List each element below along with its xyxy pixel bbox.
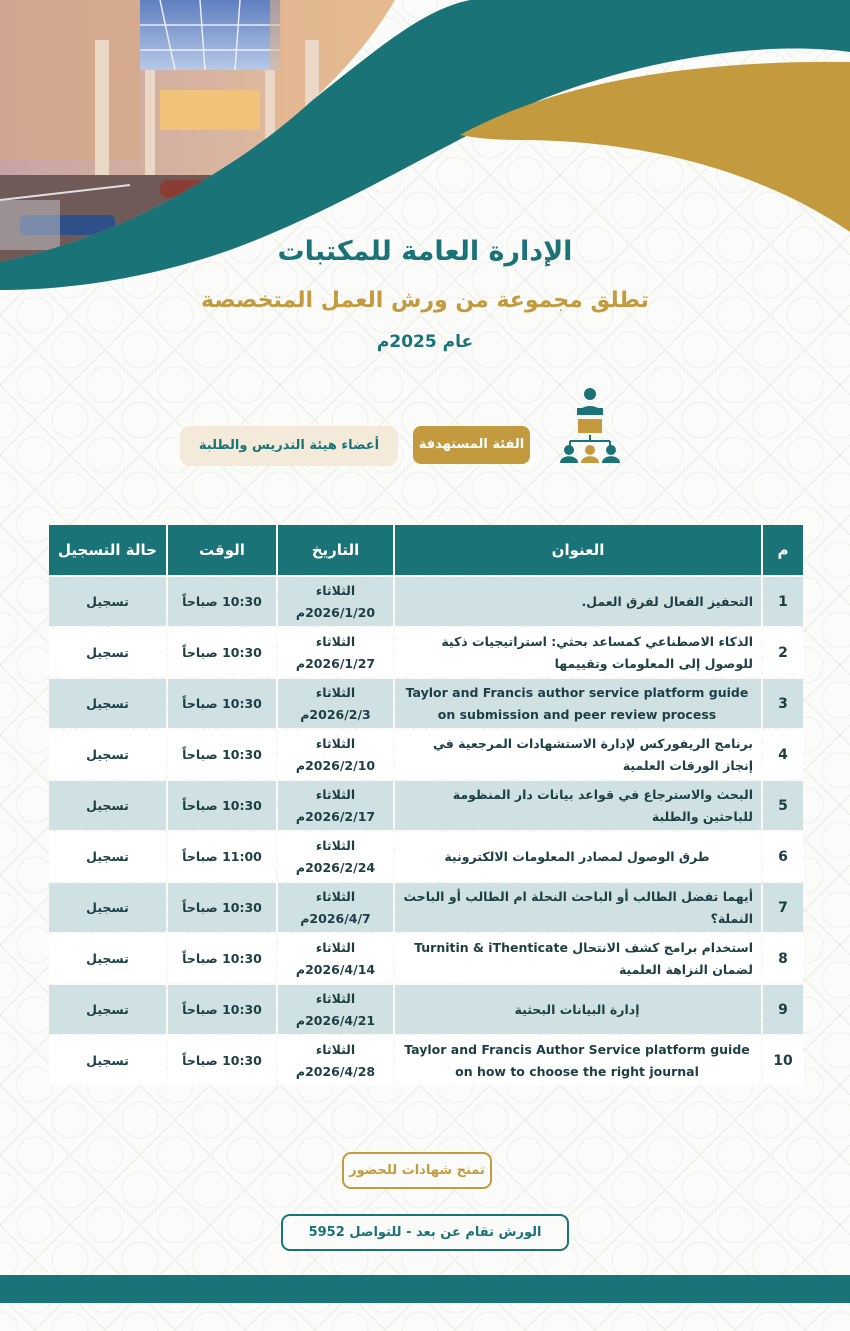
register-link[interactable]: تسجيل [86, 1001, 129, 1017]
workshop-date-value: 2026/4/7م [300, 910, 371, 926]
workshop-day: الثلاثاء [315, 582, 356, 598]
register-link[interactable]: تسجيل [86, 695, 129, 711]
target-audience-value: أعضاء هيئة التدريس والطلبة [180, 426, 398, 466]
workshop-time: 10:30 صباحاً [168, 679, 276, 728]
header-date: التاريخ [278, 525, 393, 575]
workshop-date [278, 781, 393, 830]
workshop-date [278, 934, 393, 983]
organization-title: الإدارة العامة للمكتبات [277, 236, 573, 267]
certificates-note: تمنح شهادات للحضور [342, 1152, 492, 1189]
workshop-title: Taylor and Francis Author Service platform guide on how to choose the right journal [395, 1036, 761, 1085]
workshop-time: 10:30 صباحاً [168, 628, 276, 677]
workshop-time: 10:30 صباحاً [168, 730, 276, 779]
program-subtitle: تطلق مجموعة من ورش العمل المتخصصة [201, 288, 649, 313]
table-row [49, 934, 803, 983]
register-link[interactable]: تسجيل [86, 950, 129, 966]
table-row [49, 832, 803, 881]
workshop-title: طرق الوصول لمصادر المعلومات الالكترونية [395, 832, 761, 881]
registration-cell [49, 730, 166, 779]
workshop-day: الثلاثاء [315, 990, 356, 1006]
workshop-date [278, 832, 393, 881]
row-number: 10 [763, 1036, 803, 1085]
row-number: 8 [763, 934, 803, 983]
row-number: 5 [763, 781, 803, 830]
table-row [49, 985, 803, 1034]
workshop-date [278, 1036, 393, 1085]
workshop-date-value: 2026/2/24م [295, 859, 376, 875]
program-year: عام 2025م [376, 332, 474, 352]
register-link[interactable]: تسجيل [86, 746, 129, 762]
row-number: 9 [763, 985, 803, 1034]
registration-cell [49, 781, 166, 830]
workshop-date [278, 628, 393, 677]
registration-cell [49, 679, 166, 728]
register-link[interactable]: تسجيل [86, 797, 129, 813]
workshop-time: 10:30 صباحاً [168, 781, 276, 830]
table-header-row [49, 525, 803, 575]
workshop-title: برنامج الريفوركس لإدارة الاستشهادات المرجعية في إنجاز الورقات العلمية [395, 730, 761, 779]
row-number: 2 [763, 628, 803, 677]
contact-note: الورش تقام عن بعد - للتواصل 5952 [281, 1214, 569, 1251]
table-row [49, 1036, 803, 1085]
table-row [49, 730, 803, 779]
workshop-day: الثلاثاء [315, 1041, 356, 1057]
workshop-date [278, 985, 393, 1034]
table-row [49, 628, 803, 677]
workshop-title: استخدام برامج كشف الانتحال Turnitin & iThenticate لضمان النزاهة العلمية [395, 934, 761, 983]
workshop-time: 10:30 صباحاً [168, 883, 276, 932]
workshop-date-value: 2026/4/28م [295, 1063, 376, 1079]
workshop-date [278, 730, 393, 779]
registration-cell [49, 577, 166, 626]
workshop-time: 10:30 صباحاً [168, 934, 276, 983]
register-link[interactable]: تسجيل [86, 644, 129, 660]
table-row [49, 679, 803, 728]
row-number: 3 [763, 679, 803, 728]
workshop-title: أيهما تفضل الطالب أو الباحث النحلة ام الطالب أو الباحث النملة؟ [395, 883, 761, 932]
workshop-title: الذكاء الاصطناعي كمساعد بحثي: استراتيجيات ذكية للوصول إلى المعلومات وتقييمها [395, 628, 761, 677]
register-link[interactable]: تسجيل [86, 848, 129, 864]
workshop-time: 11:00 صباحاً [168, 832, 276, 881]
register-link[interactable]: تسجيل [86, 593, 129, 609]
registration-cell [49, 628, 166, 677]
workshop-day: الثلاثاء [315, 684, 356, 700]
registration-cell [49, 934, 166, 983]
workshop-day: الثلاثاء [315, 939, 356, 955]
workshop-time: 10:30 صباحاً [168, 577, 276, 626]
schedule-table [47, 523, 805, 1087]
register-link[interactable]: تسجيل [86, 1052, 129, 1068]
row-number: 7 [763, 883, 803, 932]
workshop-time: 10:30 صباحاً [168, 1036, 276, 1085]
workshop-title: Taylor and Francis author service platform guide on submission and peer review process [395, 679, 761, 728]
presenter-audience-icon [556, 386, 624, 466]
workshop-title: إدارة البيانات البحثية [395, 985, 761, 1034]
workshop-date-value: 2026/2/17م [295, 808, 376, 824]
table-row [49, 883, 803, 932]
workshop-day: الثلاثاء [315, 735, 356, 751]
workshop-title: البحث والاسترجاع في قواعد بيانات دار المنظومة للباحثين والطلبة [395, 781, 761, 830]
workshop-date-value: 2026/1/27م [295, 655, 376, 671]
header-registration: حالة التسجيل [49, 525, 166, 575]
row-number: 1 [763, 577, 803, 626]
row-number: 6 [763, 832, 803, 881]
workshop-schedule [47, 523, 803, 1087]
workshop-date [278, 883, 393, 932]
target-audience-label: الفئة المستهدفة [413, 426, 530, 464]
registration-cell [49, 883, 166, 932]
workshop-date-value: 2026/1/20م [295, 604, 376, 620]
workshop-date [278, 577, 393, 626]
workshop-date-value: 2026/4/14م [295, 961, 376, 977]
workshop-day: الثلاثاء [315, 888, 356, 904]
workshop-title: التحفيز الفعال لفرق العمل. [395, 577, 761, 626]
register-link[interactable]: تسجيل [86, 899, 129, 915]
workshop-day: الثلاثاء [315, 837, 356, 853]
table-row [49, 577, 803, 626]
registration-cell [49, 985, 166, 1034]
workshop-time: 10:30 صباحاً [168, 985, 276, 1034]
workshop-date [278, 679, 393, 728]
header-number: م [763, 525, 803, 575]
registration-cell [49, 1036, 166, 1085]
workshop-day: الثلاثاء [315, 633, 356, 649]
header-title: العنوان [395, 525, 761, 575]
header-time: الوقت [168, 525, 276, 575]
workshop-day: الثلاثاء [315, 786, 356, 802]
workshop-date-value: 2026/4/21م [295, 1012, 376, 1028]
table-row [49, 781, 803, 830]
registration-cell [49, 832, 166, 881]
workshop-date-value: 2026/2/3م [300, 706, 371, 722]
row-number: 4 [763, 730, 803, 779]
footer-bar [0, 1275, 850, 1303]
workshop-date-value: 2026/2/10م [295, 757, 376, 773]
